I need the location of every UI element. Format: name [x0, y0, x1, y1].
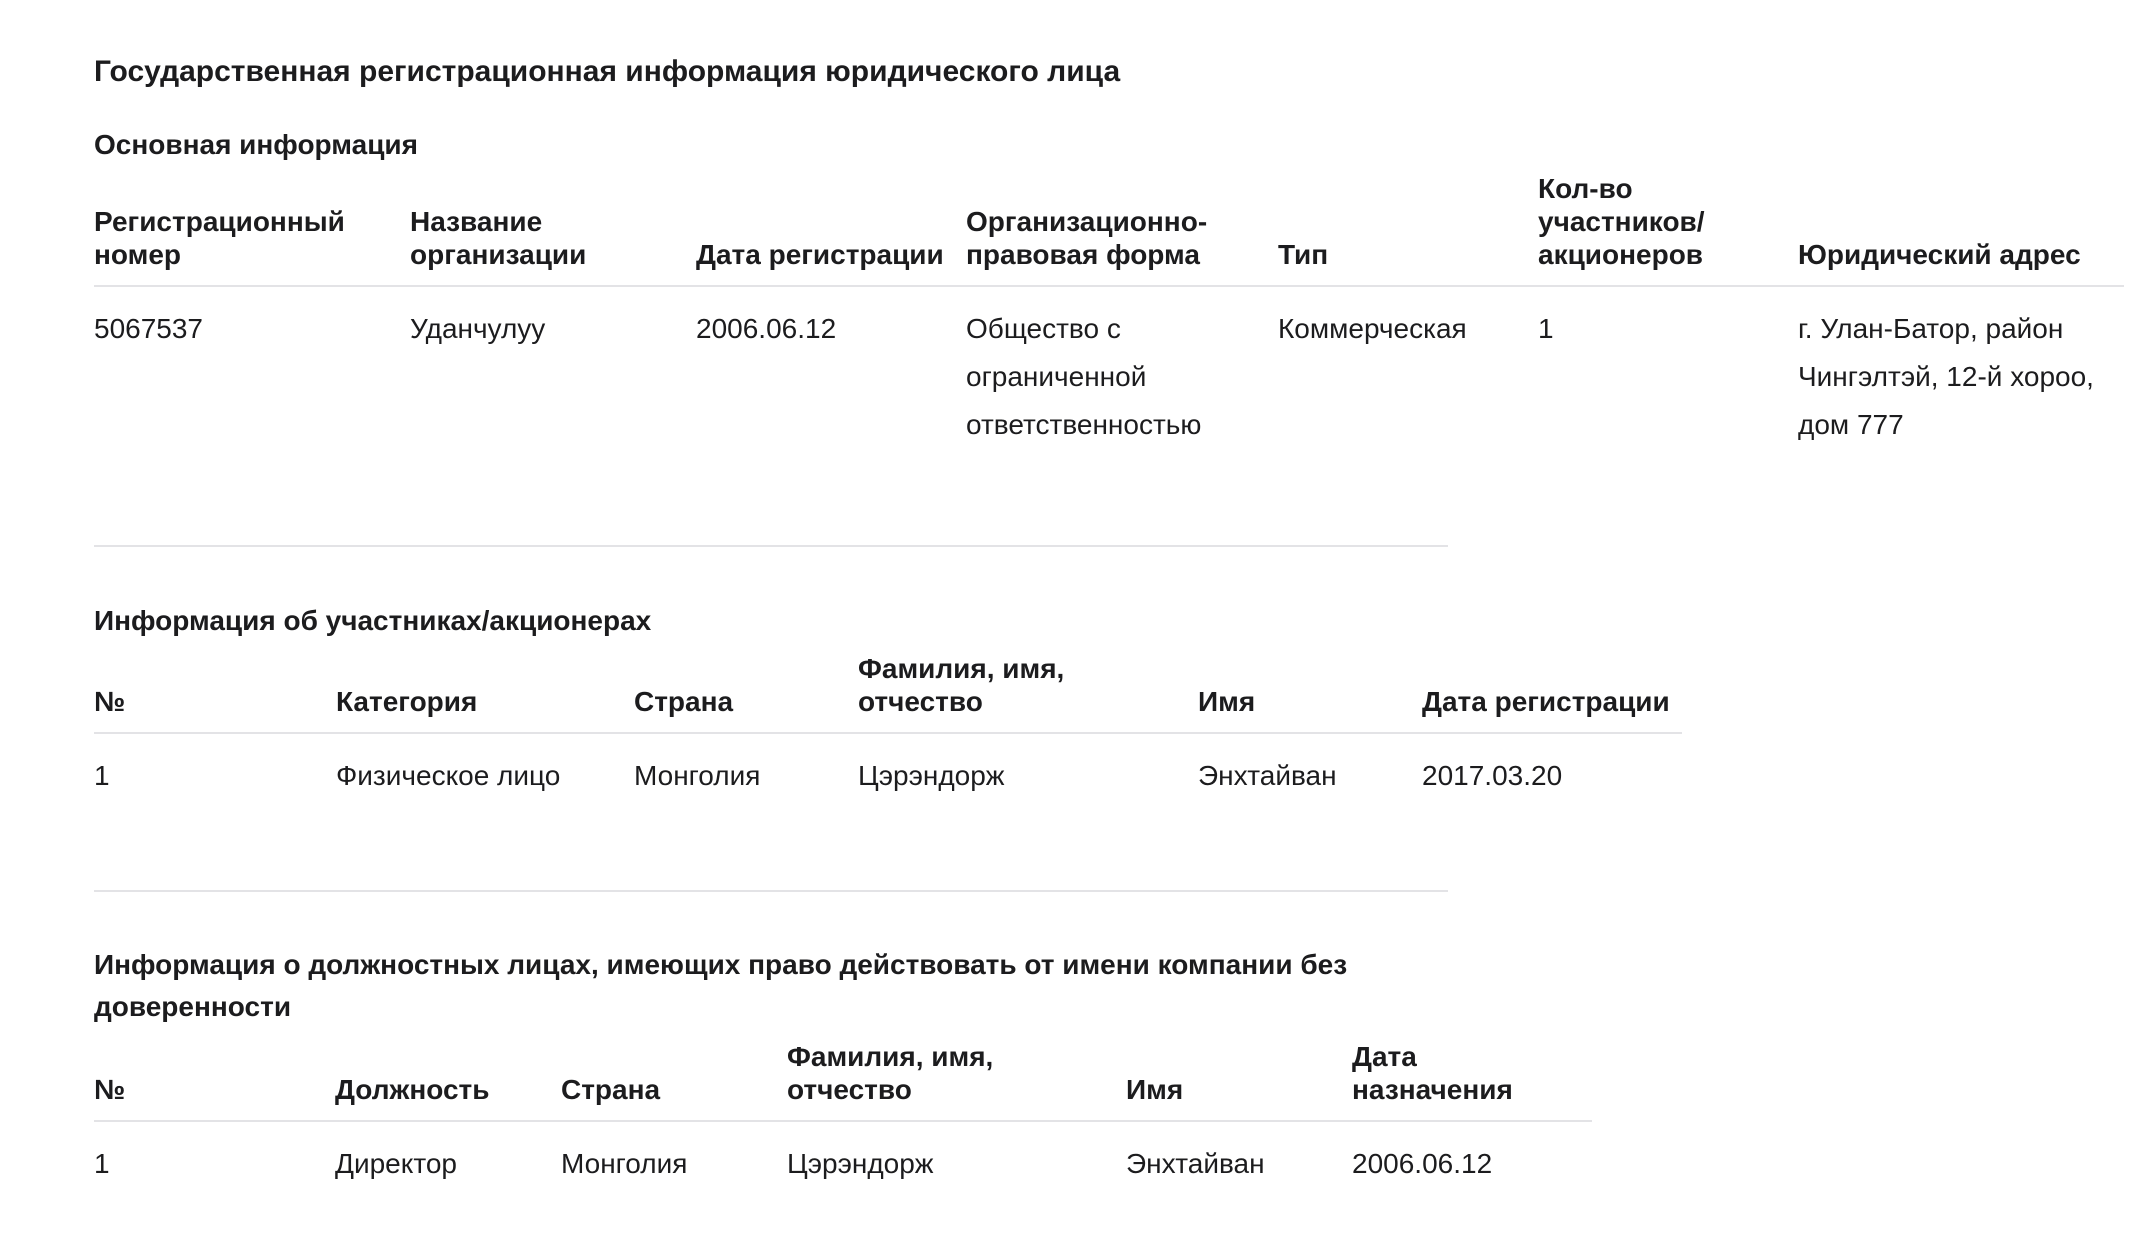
header-country: Страна — [561, 1040, 787, 1121]
header-legal-form: Организационно-правовая форма — [966, 172, 1278, 286]
officers-title: Информация о должностных лицах, имеющих право действовать от имени компании без доверенности — [94, 949, 1348, 1022]
shareholders-title: Информация об участниках/акционерах — [94, 605, 652, 636]
header-name: Имя — [1126, 1040, 1352, 1121]
cell-num: 1 — [94, 760, 110, 791]
header-type: Тип — [1278, 172, 1538, 286]
officers-table — [94, 1040, 1592, 1188]
cell-position: Директор — [335, 1148, 457, 1179]
shareholders-header-row — [94, 652, 1682, 733]
basic-info-header-row — [94, 172, 2124, 286]
table-row — [94, 733, 1682, 800]
header-participants-count: Кол-во участников/ акционеров — [1538, 172, 1798, 286]
cell-name: Энхтайван — [1198, 760, 1337, 791]
header-org-name: Название организации — [410, 172, 696, 286]
cell-reg-date: 2017.03.20 — [1422, 760, 1563, 791]
header-name: Имя — [1198, 652, 1422, 733]
header-category: Категория — [336, 652, 634, 733]
header-full-name: Фамилия, имя, отчество — [858, 652, 1198, 733]
header-appointment-date: Дата назначения — [1352, 1040, 1592, 1121]
cell-country: Монголия — [561, 1148, 688, 1179]
cell-category: Физическое лицо — [336, 760, 561, 791]
page-title: Государственная регистрационная информация юридического лица — [94, 55, 1121, 88]
cell-country: Монголия — [634, 760, 761, 791]
header-country: Страна — [634, 652, 858, 733]
cell-reg-date: 2006.06.12 — [696, 313, 837, 344]
header-full-name: Фамилия, имя, отчество — [787, 1040, 1126, 1121]
officers-header-row — [94, 1040, 1592, 1121]
cell-appointment-date: 2006.06.12 — [1352, 1148, 1493, 1179]
cell-num: 1 — [94, 1148, 110, 1179]
table-row — [94, 1121, 1592, 1188]
cell-name: Энхтайван — [1126, 1148, 1265, 1179]
cell-legal-form: Общество с ограниченной ответственностью — [966, 313, 1202, 440]
header-reg-date: Дата регистрации — [696, 172, 966, 286]
cell-full-name: Цэрэндорж — [787, 1148, 934, 1179]
shareholders-table — [94, 652, 1682, 800]
cell-participants-count: 1 — [1538, 313, 1554, 344]
section-divider — [94, 545, 1448, 547]
header-reg-number: Регистрационный номер — [94, 172, 410, 286]
cell-full-name: Цэрэндорж — [858, 760, 1005, 791]
header-num: № — [94, 652, 336, 733]
header-num: № — [94, 1040, 335, 1121]
basic-info-table — [94, 172, 2124, 449]
basic-info-title: Основная информация — [94, 129, 418, 160]
table-row — [94, 286, 2124, 449]
header-position: Должность — [335, 1040, 561, 1121]
cell-type: Коммерческая — [1278, 313, 1467, 344]
header-reg-date: Дата регистрации — [1422, 652, 1682, 733]
cell-reg-number: 5067537 — [94, 313, 204, 344]
section-divider — [94, 890, 1448, 892]
header-legal-address: Юридический адрес — [1798, 172, 2124, 286]
cell-legal-address: г. Улан-Батор, район Чингэлтэй, 12-й хороо, дом 777 — [1798, 313, 2094, 440]
cell-org-name: Уданчулуу — [410, 313, 546, 344]
